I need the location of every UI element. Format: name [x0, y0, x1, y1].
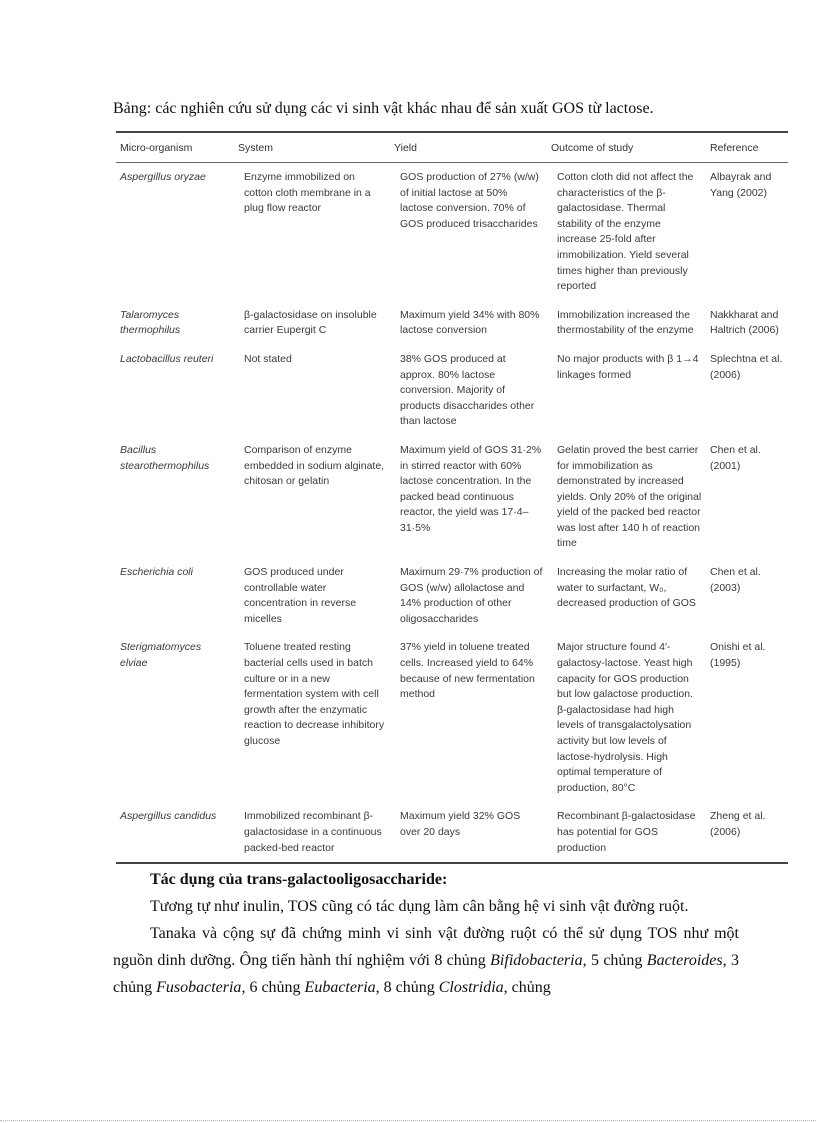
cell-system: β-galactosidase on insoluble carrier Eupergit C — [244, 308, 377, 337]
cell-organism: Escherichia coli — [120, 566, 193, 579]
body-text — [113, 866, 739, 1001]
cell-system: Enzyme immobilized on cotton cloth membrane in a plug flow reactor — [244, 171, 371, 215]
cell-reference: Nakkharat and Haltrich (2006) — [710, 308, 779, 337]
cell-outcome: Increasing the molar ratio of water to surfactant, W₀, decreased production of GOS — [557, 566, 696, 610]
paragraph-2 — [113, 920, 739, 1001]
header-system: System — [234, 132, 390, 163]
paragraph-2-text-e: , 8 chủng — [375, 979, 439, 996]
paragraph-2-text-f: , chủng — [503, 979, 551, 996]
cell-system: Toluene treated resting bacterial cells used in batch culture or in a new fermentation system with cell growth after the enzymatic reaction to decrease inhibitory glucose — [244, 641, 385, 747]
genus-fusobacteria: Fusobacteria — [156, 979, 242, 996]
table-header-row — [116, 132, 788, 163]
section-heading: Tác dụng của trans-galactooligosaccharide: — [150, 871, 448, 888]
cell-outcome: Recombinant β-galactosidase has potential for GOS production — [547, 802, 706, 863]
cell-organism: Talaromyces thermophilus — [120, 308, 181, 337]
header-outcome: Outcome of study — [547, 132, 706, 163]
paragraph-2-text-d: , 6 chủng — [241, 979, 305, 996]
table-row — [116, 163, 788, 301]
header-micro-organism: Micro-organism — [116, 132, 234, 163]
cell-yield: Maximum yield 32% GOS over 20 days — [390, 802, 547, 863]
cell-reference: Splechtna et al. (2006) — [710, 352, 783, 381]
cell-outcome: No major products with β 1→4 linkages formed — [557, 352, 699, 381]
genus-bacteroides: Bacteroides — [646, 952, 723, 969]
cell-organism: Bacillus stearothermophilus — [120, 443, 210, 472]
genus-clostridia: Clostridia — [438, 979, 504, 996]
page-bottom-divider — [0, 1120, 816, 1121]
paragraph-2-text-c: , 3 chủng — [113, 952, 739, 996]
genus-bifidobacteria: Bifidobacteria — [490, 952, 583, 969]
table-row — [116, 345, 788, 436]
paragraph-2-text-a: Tanaka và cộng sự đã chứng minh vi sinh vật đường ruột có thể sử dụng TOS như một nguồn dinh dưỡng. Ông tiến hành thí nghiệm với 8 chủng — [113, 925, 739, 969]
cell-outcome: Gelatin proved the best carrier for immobilization as demonstrated by increased yields. Only 20% of the original yield of the packed bed reactor was lost after 140 h of reaction time — [557, 443, 702, 550]
cell-system: Comparison of enzyme embedded in sodium alginate, chitosan or gelatin — [244, 443, 385, 488]
cell-outcome: Cotton cloth did not affect the characteristics of the β-galactosidase. Thermal stability of the enzyme increase 25-fold after immobilization. Yield several times higher than previously reported — [557, 171, 694, 293]
table-row — [116, 633, 788, 802]
paragraph-2-text-b: , 5 chủng — [582, 952, 647, 969]
cell-yield: 38% GOS produced at approx. 80% lactose conversion. Majority of products disaccharides other than lactose — [400, 352, 535, 428]
gos-production-table — [116, 131, 788, 864]
cell-reference: Chen et al. (2003) — [710, 566, 761, 594]
table-row — [116, 301, 788, 345]
cell-reference: Zheng et al. (2006) — [706, 802, 788, 863]
cell-system: Not stated — [244, 352, 292, 365]
table-row — [116, 558, 788, 633]
cell-yield: Maximum yield of GOS 31·2% in stirred reactor with 60% lactose concentration. In the packed bead continuous reactor, the yield was 17·4–31·5% — [400, 443, 542, 534]
cell-outcome: Immobilization increased the thermostability of the enzyme — [557, 308, 694, 337]
cell-outcome: Major structure found 4′-galactosy-lactose. Yeast high capacity for GOS production but low galactose production. β-galactosidase had high levels of transgalactolysation activity but low levels of lactose-hydrolysis. High optimal temperature of production, 80°C — [557, 641, 694, 794]
cell-yield: Maximum 29·7% production of GOS (w/w) allolactose and 14% production of other oligosaccharides — [400, 566, 543, 625]
cell-system: GOS produced under controllable water concentration in reverse micelles — [244, 566, 357, 625]
cell-system: Immobilized recombinant β-galactosidase in a continuous packed-bed reactor — [234, 802, 390, 863]
cell-reference: Chen et al. (2001) — [710, 443, 761, 472]
header-reference: Reference — [706, 132, 788, 163]
paragraph-1: Tương tự như inulin, TOS cũng có tác dụng làm cân bằng hệ vi sinh vật đường ruột. — [150, 898, 689, 915]
cell-yield: Maximum yield 34% with 80% lactose conversion — [400, 308, 540, 337]
cell-yield: 37% yield in toluene treated cells. Increased yield to 64% because of new fermentation method — [400, 641, 535, 701]
cell-reference: Onishi et al. (1995) — [710, 641, 766, 670]
table-row — [116, 802, 788, 863]
cell-organism: Lactobacillus reuteri — [120, 352, 214, 365]
cell-reference: Albayrak and Yang (2002) — [710, 171, 772, 199]
cell-organism: Aspergillus candidus — [116, 802, 234, 863]
gos-table-container — [116, 131, 788, 864]
table-row — [116, 436, 788, 558]
table-caption: Bảng: các nghiên cứu sử dụng các vi sinh vật khác nhau để sản xuất GOS từ lactose. — [113, 100, 654, 117]
genus-eubacteria: Eubacteria — [304, 979, 376, 996]
header-yield: Yield — [390, 132, 547, 163]
cell-yield: GOS production of 27% (w/w) of initial lactose at 50% lactose conversion. 70% of GOS produced trisaccharides — [400, 171, 539, 230]
cell-organism: Aspergillus oryzae — [120, 171, 206, 183]
cell-organism: Sterigmatomyces elviae — [120, 641, 202, 670]
